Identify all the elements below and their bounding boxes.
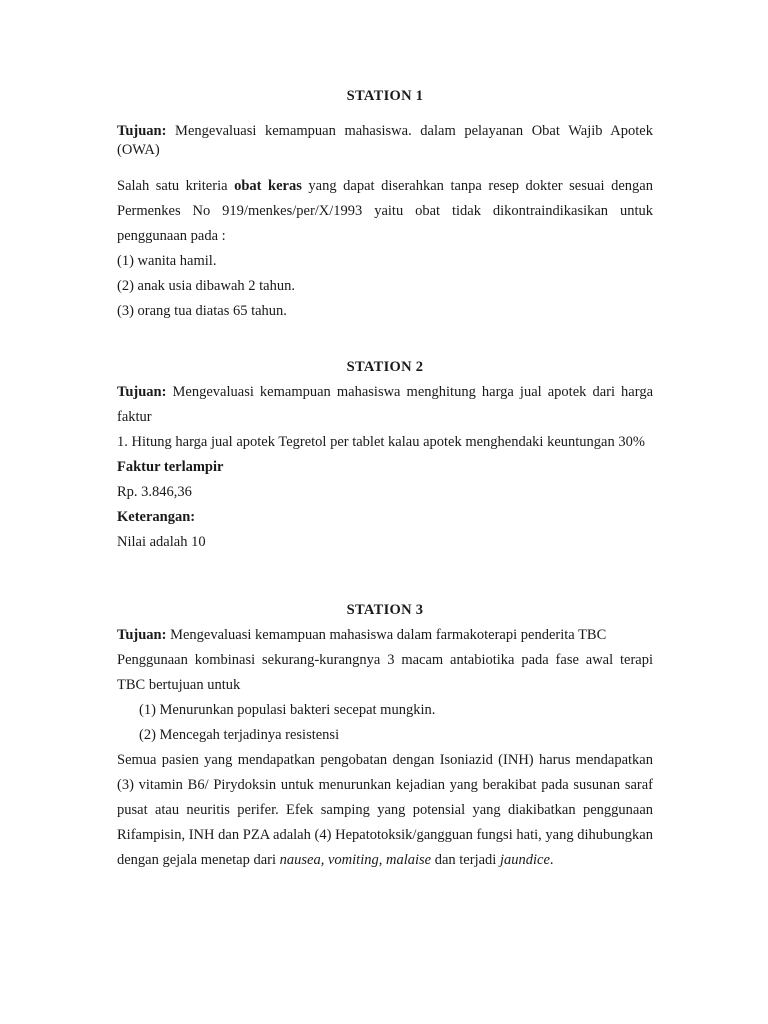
station-2-objective bbox=[117, 380, 653, 430]
paragraph-italic: jaundice bbox=[499, 852, 550, 868]
paragraph-text: dan terjadi bbox=[431, 852, 500, 868]
objective-text: Mengevaluasi kemampuan mahasiswa dalam farmakoterapi penderita TBC bbox=[166, 627, 607, 643]
station-2 bbox=[117, 355, 653, 555]
list-item: (1) Menurunkan populasi bakteri secepat mungkin. bbox=[139, 702, 436, 718]
station-3 bbox=[117, 598, 653, 873]
station-2-heading: STATION 2 bbox=[346, 359, 424, 375]
objective-label: Tujuan: bbox=[117, 627, 167, 643]
objective-text: Mengevaluasi kemampuan mahasiswa. dalam pelayanan Obat Wajib Apotek (OWA) bbox=[117, 123, 653, 158]
station-1-paragraph bbox=[117, 174, 653, 249]
objective-label: Tujuan: bbox=[117, 384, 167, 400]
price-value: Rp. 3.846,36 bbox=[117, 484, 192, 500]
list-item: (3) orang tua diatas 65 tahun. bbox=[117, 303, 287, 319]
faktur-label-text: Faktur terlampir bbox=[117, 459, 224, 475]
station-1-objective bbox=[117, 122, 653, 160]
paragraph-emphasis: obat keras bbox=[234, 178, 302, 194]
paragraph-text: Semua pasien yang mendapatkan pengobatan dengan Isoniazid (INH) harus mendapatkan (3) vitamin B6/ Pirydoksin untuk menurunkan kejadian yang berakibat pada susunan saraf pusat atau neuritis perifer. Efek samping yang potensial yang diakibatkan penggunaan Rifampisin, INH dan PZA adalah (4) Hepatotoksik/gangguan fungsi hati, yang dihubungkan dengan gejala menetap dari bbox=[117, 752, 653, 868]
keterangan-label bbox=[117, 505, 653, 530]
paragraph-text: Salah satu kriteria bbox=[117, 178, 235, 194]
document-page bbox=[117, 86, 653, 873]
nilai-text: Nilai adalah 10 bbox=[117, 534, 206, 550]
objective-label: Tujuan: bbox=[117, 123, 167, 139]
paragraph-text: . bbox=[549, 852, 554, 868]
paragraph-text: yang dapat diserahkan tanpa resep dokter sesuai dengan Permenkes No 919/menkes/per/X/1993 yaitu obat tidak dikontraindikasikan untuk penggunaan pada : bbox=[117, 178, 653, 244]
station-2-question: 1. Hitung harga jual apotek Tegretol per tablet kalau apotek menghendaki keuntungan 30% bbox=[117, 434, 645, 450]
list-item: (2) Mencegah terjadinya resistensi bbox=[139, 727, 340, 743]
keterangan-label-text: Keterangan: bbox=[117, 509, 196, 525]
station-3-paragraph-1: Penggunaan kombinasi sekurang-kurangnya 3 macam antabiotika pada fase awal terapi TBC bertujuan untuk bbox=[117, 652, 653, 693]
faktur-label bbox=[117, 455, 653, 480]
station-3-objective bbox=[117, 623, 653, 648]
objective-text: Mengevaluasi kemampuan mahasiswa menghitung harga jual apotek dari harga faktur bbox=[117, 384, 653, 425]
station-3-heading: STATION 3 bbox=[346, 602, 424, 618]
list-item: (1) wanita hamil. bbox=[117, 253, 217, 269]
station-3-paragraph-2 bbox=[117, 748, 653, 873]
station-1 bbox=[117, 86, 653, 324]
station-1-heading: STATION 1 bbox=[346, 88, 424, 104]
list-item: (2) anak usia dibawah 2 tahun. bbox=[117, 278, 295, 294]
paragraph-italic: nausea, vomiting, malaise bbox=[279, 852, 432, 868]
